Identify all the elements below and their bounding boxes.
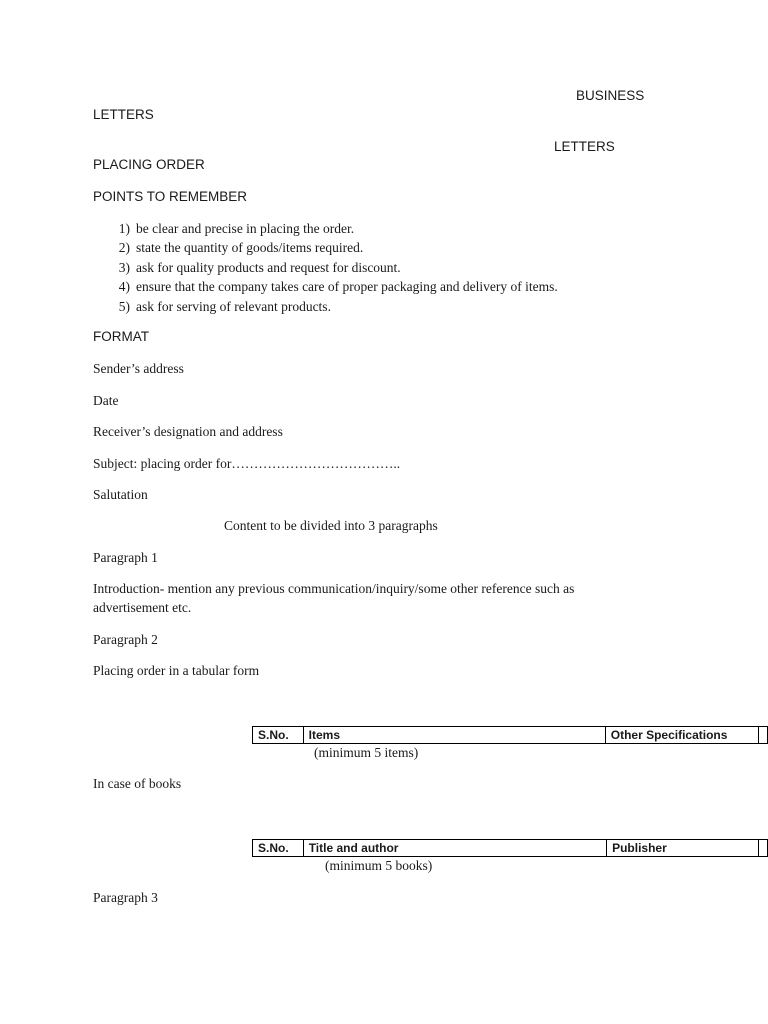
books-table xyxy=(252,839,768,857)
table-header-cell xyxy=(759,727,768,744)
list-text: state the quantity of goods/items required. xyxy=(136,240,364,256)
list-text: ensure that the company takes care of proper packaging and delivery of items. xyxy=(136,279,558,295)
table-header-row xyxy=(253,727,768,744)
format-date: Date xyxy=(93,393,119,408)
paragraph3-title: Paragraph 3 xyxy=(93,890,158,905)
list-text: ask for serving of relevant products. xyxy=(136,298,331,314)
table-header-cell: S.No. xyxy=(253,840,304,857)
table-header-cell: Title and author xyxy=(303,840,606,857)
header-letters-left: LETTERS xyxy=(93,107,154,122)
paragraph2-text: Placing order in a tabular form xyxy=(93,663,260,678)
list-number: 1) xyxy=(118,221,130,236)
format-title: FORMAT xyxy=(93,329,149,344)
list-item xyxy=(110,240,670,259)
books-intro: In case of books xyxy=(93,776,182,791)
paragraph1-text-line1: Introduction- mention any previous communication/inquiry/some other reference such as xyxy=(93,581,575,596)
format-sender: Sender’s address xyxy=(93,361,184,376)
list-text: be clear and precise in placing the order. xyxy=(136,221,355,236)
table-header-cell: Other Specifications xyxy=(605,727,758,744)
paragraph2-title: Paragraph 2 xyxy=(93,632,158,647)
list-item xyxy=(110,279,670,298)
points-list xyxy=(110,221,670,318)
items-table-note: (minimum 5 items) xyxy=(314,745,419,760)
paragraph1-text-line2: advertisement etc. xyxy=(93,600,192,615)
list-number: 2) xyxy=(118,240,130,256)
table-header-cell: S.No. xyxy=(253,727,304,744)
format-salutation: Salutation xyxy=(93,487,148,502)
header-letters-right: LETTERS xyxy=(554,139,615,154)
paragraph1-title: Paragraph 1 xyxy=(93,550,158,565)
list-text: ask for quality products and request for discount. xyxy=(136,259,401,275)
table-header-cell: Publisher xyxy=(607,840,759,857)
list-number: 4) xyxy=(118,279,130,295)
format-receiver: Receiver’s designation and address xyxy=(93,424,283,439)
table-header-cell: Items xyxy=(303,727,605,744)
format-content-note: Content to be divided into 3 paragraphs xyxy=(224,518,438,533)
page-title: PLACING ORDER xyxy=(93,157,205,172)
books-table-note: (minimum 5 books) xyxy=(325,858,433,873)
items-table xyxy=(252,726,768,744)
list-number: 3) xyxy=(118,259,130,275)
table-header-row xyxy=(253,840,768,857)
list-number: 5) xyxy=(118,298,130,314)
points-title: POINTS TO REMEMBER xyxy=(93,189,248,204)
header-business: BUSINESS xyxy=(576,88,645,103)
list-item xyxy=(110,260,670,279)
list-item xyxy=(110,299,670,318)
format-subject: Subject: placing order for……………………………….. xyxy=(93,456,401,471)
table-header-cell xyxy=(759,840,768,857)
list-item xyxy=(110,221,670,240)
